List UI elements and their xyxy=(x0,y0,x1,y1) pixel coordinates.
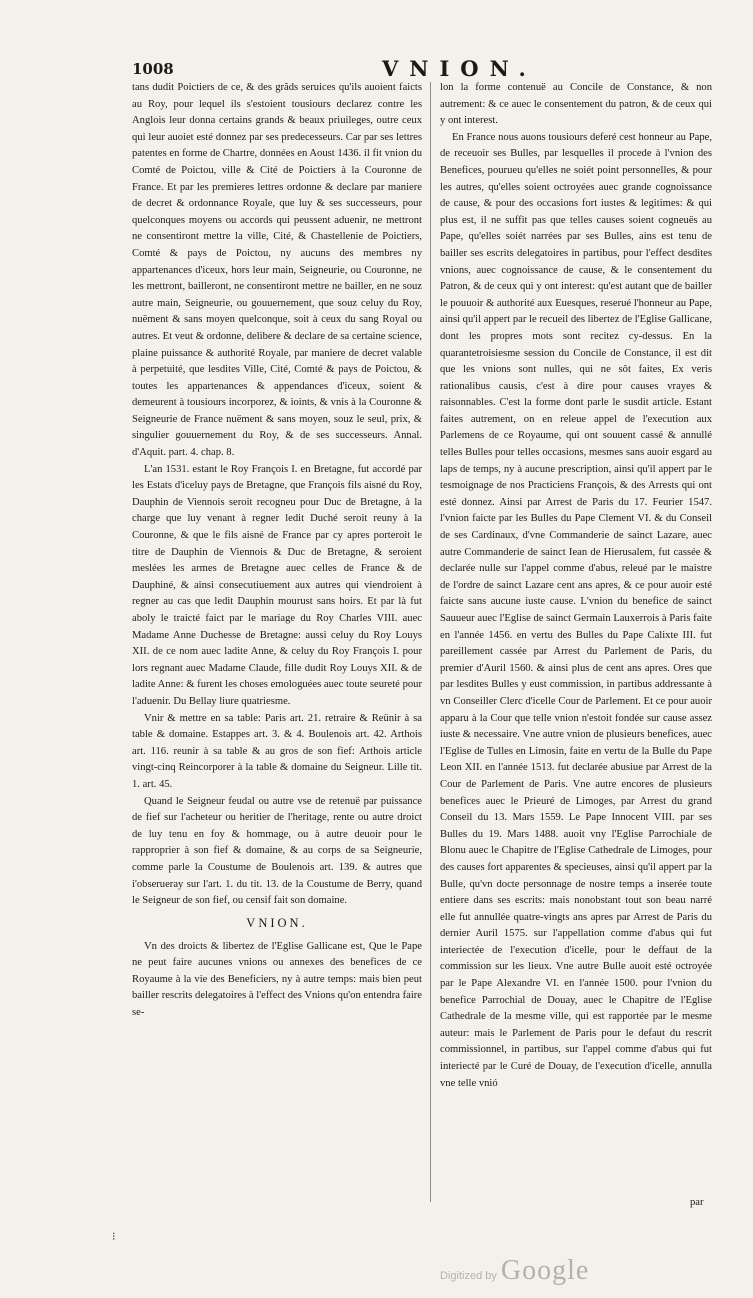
paragraph: Vn des droicts & libertez de l'Eglise Gallicane est, Que le Pape ne peut faire aucunes vnions ou annexes des benefices de ce Royaume à la vie des Beneficiers, ny à autre temps: mais bien peut bailler rescrits delegatoires à l'effect des Vnions qu'on entendra faire se- xyxy=(132,940,422,1019)
margin-mark: ⁝ xyxy=(112,1230,116,1243)
paragraph: En France nous auons tousiours deferé cest honneur au Pape, de receuoir ses Bulles, par lesquelles il procede à l'vnion des Benefices, pourueu qu'elles ne soiét point personnelles, & pour les autres, qu'elles soient octroyées auec grande cognoissance de cause, & pour des occasions fort iustes & legitimes: & qui plus est, il ne suffit pas que telles causes soient cogneuës au Pape, qu'elles soiét narrées par ses Bulles, ains est tenu de bailler ses escrits delegatoires in partibus, pour l'effect desdites vnions, auec cognoissance de cause, & le consentement du Patron, & de ceux qui y ont interest: qu'est autant que de bailler le pouuoir & authorité aux Euesques, reserué l'honneur au Pape, ainsi qu'il appert par le recueil des libertez de l'Eglise Gallicane, dont les propres mots sont recitez cy-dessus. En la quarantetroisiesme session du Concile de Constance, il est dit que les vnions sont nulles, qui ne sôt faites, Ex veris rationalibus causis, c'est à dire pour causes vrayes & raisonnables. C'est la forme dont parle le susdit article. Estant faites autrement, on en releue appel de l'execution aux Parlemens de ce Royaume, qui ont souuent cassé & annullé telles Bulles pour telles occasions, mesmes sans auoir esgard au laps de temps, ny à aucune prescription, ainsi qu'il appert par le tesmoignage de nos Practiciens François, & des Arrests qui ont esté donnez. Ainsi par Arrest de Paris du 17. Feurier 1547. l'vnion faicte par les Bulles du Pape Clement VI. & du Conseil de ses Cardinaux, d'vne Commanderie de sainct Lazare, auec autre Commanderie de sainct Iean de Hierusalem, fut cassée & declarée nulle sur l'appel comme d'abus, releué par le maistre de l'ordre de sainct Lazare cent ans apres, & ce pour auoir esté faicte sans aucune iuste cause. L'vnion du benefice de sainct Sauueur auec l'Eglise de sainct Germain Lauxerrois à Paris faite en l'année 1456. en vertu des Bulles du Pape Calixte III. fut pareillement cassée par Arrest du Parlement de Paris, du premier d'Auril 1560. & ainsi plus de cent ans apres. Ores que par lesdites Bulles y eust commission, in partibus addressante à vn Conseiller Clerc d'icelle Cour de Parlement. Et ce pour auoir apparu à la Cour que telle vnion n'estoit fondée sur cause assez iuste & necessaire. Vne autre vnion de plusieurs benefices, auec l'Eglise de Tulles en Limosin, faite en vertu de la Bulle du Pape Leon XII. en l'année 1513. fut declarée abusiue par Arrest de la Cour de Parlement de Paris. Vne autre encores de plusieurs benefices auec le Prieuré de Limoges, par Arrest du grand Conseil du 13. Mars 1559. Le Pape Innocent VIII. par ses Bulles du 19. Mars 1488. auoit vny l'Eglise Parrochiale de Blonu auec le Chapitre de l'Eglise Cathedrale de Limoges, pour des causes fort apparentes & specieuses, ainsi qu'il appert par la Bulle, qu'vn docte personnage de nostre temps a inserée toute entiere dans ses escrits: mais nonobstant tout son beau narré elle fut annullée quatre-vingts ans apres par Arrest de Paris du dernier Auril 1575. sur l'appellation comme d'abus qui fut interiectée de l'execution d'icelle, pour le deffaut de la commission sur les lieux. Vne autre Bulle auoit esté octroyée par le Pape Alexandre VI. en l'année 1500. pour l'vnion du benefice Parrochial de Douay, auec le Chapitre de l'Eglise Cathedrale de la mesme ville, qui est rapportée par le mesme auteur: mais le Parlement de Paris pour le defaut du rescrit commissionnel, in partibus, sur l'appel comme d'abus qui fut interiecté par le Curé de Douay, de l'execution d'icelle, annulla vne telle vnió xyxy=(440,131,712,1089)
digitized-watermark xyxy=(440,1255,589,1287)
left-column xyxy=(132,80,422,1022)
column-divider xyxy=(430,82,431,1202)
catchword: par xyxy=(690,1197,704,1208)
watermark-small-text: Digitized by xyxy=(440,1270,497,1282)
right-column xyxy=(440,80,712,1092)
google-logo-text: Google xyxy=(500,1255,590,1286)
page-number: 1008 xyxy=(132,60,174,78)
paragraph: tans dudit Poictiers de ce, & des grãds seruices qu'ils auoient faicts au Roy, pour lequel ils s'estoient tousiours declarez contre les Anglois leur donna certains grands & beaux priuileges, outre ceux qui leur auoiet esté donnez par ses predecesseurs. Car par ses lettres patentes en forme de Chartre, données en Aoust 1436. il fit vnion du Comté de Poictou, ville & Cité de Poictiers à la Couronne de France. Et par les premieres lettres ordonne & declare par maniere de decret & ordonnance Royale, que luy & ses successeurs, pour quelconques moyens ou accords qui peussent aduenir, ne mettront ne consentiront mettre la ville, Cité, & Chastellenie de Poictiers, Comté & pays de Poictou, ny aucuns des membres ny appartenances d'iceux, hors leur main, Seigneurie, ou Couronne, ne les mettront, bailleront, ne consentiront mettre ne bailler, en ne souz autre main, Seigneurie, ou gouuernement, que souz celuy du Roy, nuëment & sans moyen quelconque, soit à ceux du sang Royal ou autres. Et veut & ordonne, delibere & declare de sa certaine science, plaine puissance & authorité Royale, par maniere de decret valable à perpetuité, que lesdites Ville, Cité, Comté & pays de Poictou, & toutes les appartenances & appendances d'iceux, soient & demeurent à tousiours incorporez, & ioints, & vnis à la Couronne & Seigneurie de France nuëment & sans moyen, souz le seul, prix, & singulier gouuernement du Roy, & de ses successeurs. Annal. d'Aquit. part. 4. chap. 8. xyxy=(132,82,422,459)
section-heading: VNION. xyxy=(246,915,308,930)
running-head: VNION. xyxy=(382,56,537,81)
paragraph: Quand le Seigneur feudal ou autre vse de retenuë par puissance de fief sur l'acheteur ou heritier de l'heritage, rente ou autre droict de luy tenu en foy & hommage, ou à autre deuoir pour le rapproprier à son fief & domaine, & au corps de sa Seigneurie, comme parle la Coustume de Boulenois art. 139. & autres que i'obserueray sur l'art. 1. du tit. 13. de la Coustume de Berry, quand le Seigneur de son fief, ou censif fait son domaine. xyxy=(132,795,422,907)
paragraph: lon la forme contenuë au Concile de Constance, & non autrement: & ce auec le consentement du patron, & de ceux qui y ont interest. xyxy=(440,82,712,127)
paragraph: L'an 1531. estant le Roy François I. en Bretagne, fut accordé par les Estats d'iceluy pays de Bretagne, que François fils aisné du Roy, Dauphin de Viennois seroit recogneu pour Duc de Bretagne, à la charge que luy venant à regner ledit Duché seroit reuny à la Couronne, & que le fils aisné de France par cy apres porteroit le titre de Dauphin de Viennois & Duc de Bretagne, & seroient meslées les armes de Bretagne auec celles de France & de Dauphiné, & ainsi consecutiuement aux autres qui viendroient à regner au cas que ledit Dauphin mourust sans hoirs. Et par là fut aboly le traicté faict par le mariage du Roy Charles VIII. auec Madame Anne Duchesse de Bretagne: aussi celuy du Roy Louys XII. de ce nom auec ladite Anne, & celuy du Roy François I. pour lors regnant auec Madame Claude, fille dudit Roy Louys XII. & de ladite Anne: & furent les choses emologuées auec toute seureté pour l'aduenir. Du Bellay liure quatriesme. xyxy=(132,463,422,707)
page-header xyxy=(132,56,713,82)
paragraph: Vnir & mettre en sa table: Paris art. 21. retraire & Reünir à sa table & domaine. Estappes art. 3. & 4. Boulenois art. 42. Arthois art. 116. reunir à sa table & au gros de son fief: Arthois article vingt-cinq Reincorporer à la table & domaine du Seigneur. Lille tit. 1. art. 45. xyxy=(132,712,422,790)
